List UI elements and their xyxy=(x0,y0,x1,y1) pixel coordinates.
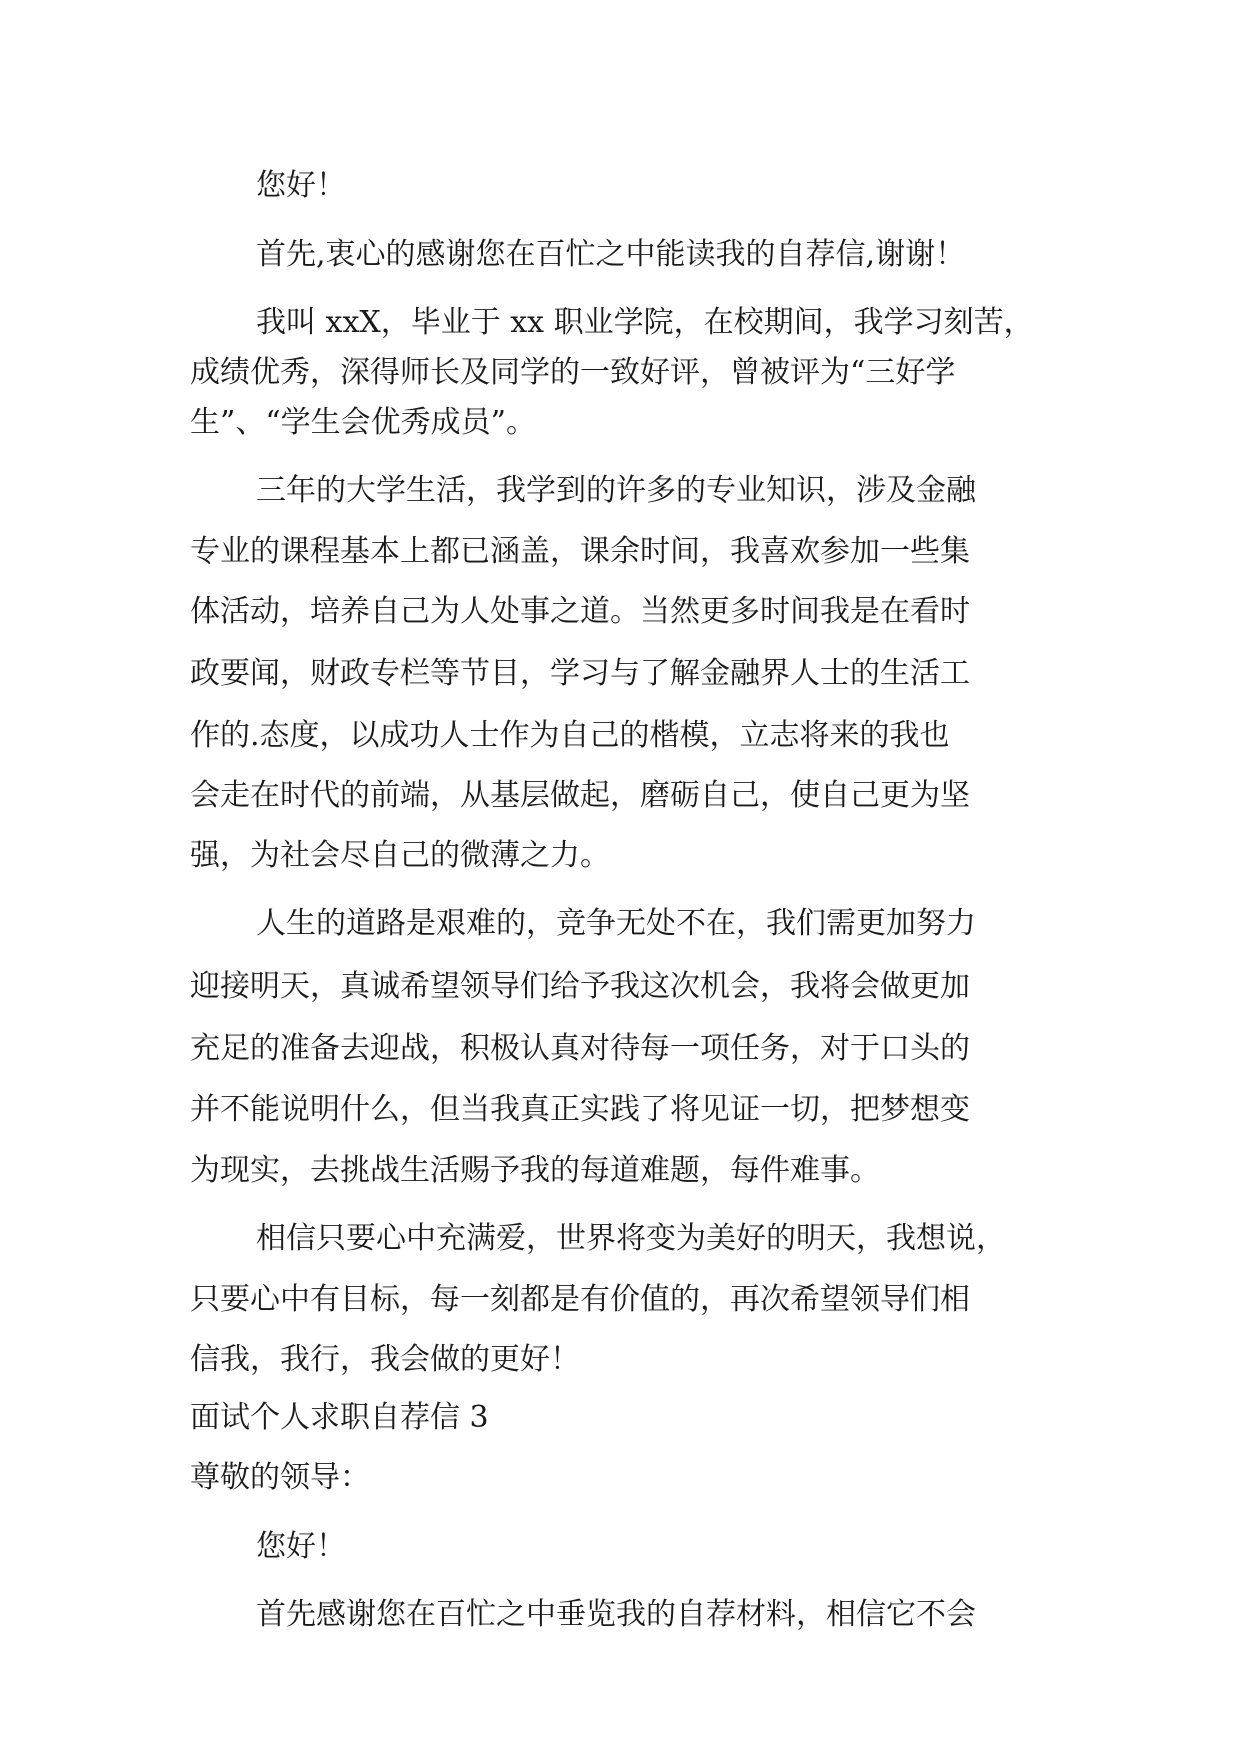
paragraph-line: 首先,衷心的感谢您在百忙之中能读我的自荐信,谢谢！ xyxy=(256,237,966,272)
paragraph-line: 迎接明天，真诚希望领导们给予我这次机会，我将会做更加 xyxy=(190,969,970,1004)
section-heading: 面试个人求职自荐信 3 xyxy=(190,1400,489,1435)
greeting: 您好！ xyxy=(256,1529,346,1564)
paragraph-line: 成绩优秀，深得师长及同学的一致好评，曾被评为“三好学 xyxy=(190,355,956,390)
paragraph-line: 专业的课程基本上都已涵盖，课余时间，我喜欢参加一些集 xyxy=(190,534,970,569)
paragraph-line: 政要闻，财政专栏等节目，学习与了解金融界人士的生活工 xyxy=(190,656,970,691)
paragraph-line: 我叫 xxX，毕业于 xx 职业学院，在校期间，我学习刻苦， xyxy=(256,305,1034,340)
paragraph-line: 信我，我行，我会做的更好！ xyxy=(190,1342,580,1377)
paragraph-line: 人生的道路是艰难的，竞争无处不在，我们需更加努力 xyxy=(256,906,976,941)
paragraph-line: 会走在时代的前端，从基层做起，磨砺自己，使自己更为坚 xyxy=(190,778,970,813)
paragraph-line: 首先感谢您在百忙之中垂览我的自荐材料，相信它不会 xyxy=(256,1597,976,1632)
paragraph-line: 体活动，培养自己为人处事之道。当然更多时间我是在看时 xyxy=(190,594,970,629)
greeting: 您好！ xyxy=(256,168,346,203)
paragraph-line: 作的.态度，以成功人士作为自己的楷模，立志将来的我也 xyxy=(190,718,950,753)
paragraph-line: 为现实，去挑战生活赐予我的每道难题，每件难事。 xyxy=(190,1153,880,1188)
paragraph-line: 强，为社会尽自己的微薄之力。 xyxy=(190,838,610,873)
paragraph-line: 相信只要心中充满爱，世界将变为美好的明天，我想说， xyxy=(256,1221,1006,1256)
paragraph-line: 三年的大学生活，我学到的许多的专业知识，涉及金融 xyxy=(256,473,976,508)
paragraph-line: 生”、“学生会优秀成员”。 xyxy=(190,405,537,440)
paragraph-line: 只要心中有目标，每一刻都是有价值的，再次希望领导们相 xyxy=(190,1282,970,1317)
salutation: 尊敬的领导： xyxy=(190,1460,370,1495)
paragraph-line: 并不能说明什么，但当我真正实践了将见证一切，把梦想变 xyxy=(190,1092,970,1127)
paragraph-line: 充足的准备去迎战，积极认真对待每一项任务，对于口头的 xyxy=(190,1031,970,1066)
